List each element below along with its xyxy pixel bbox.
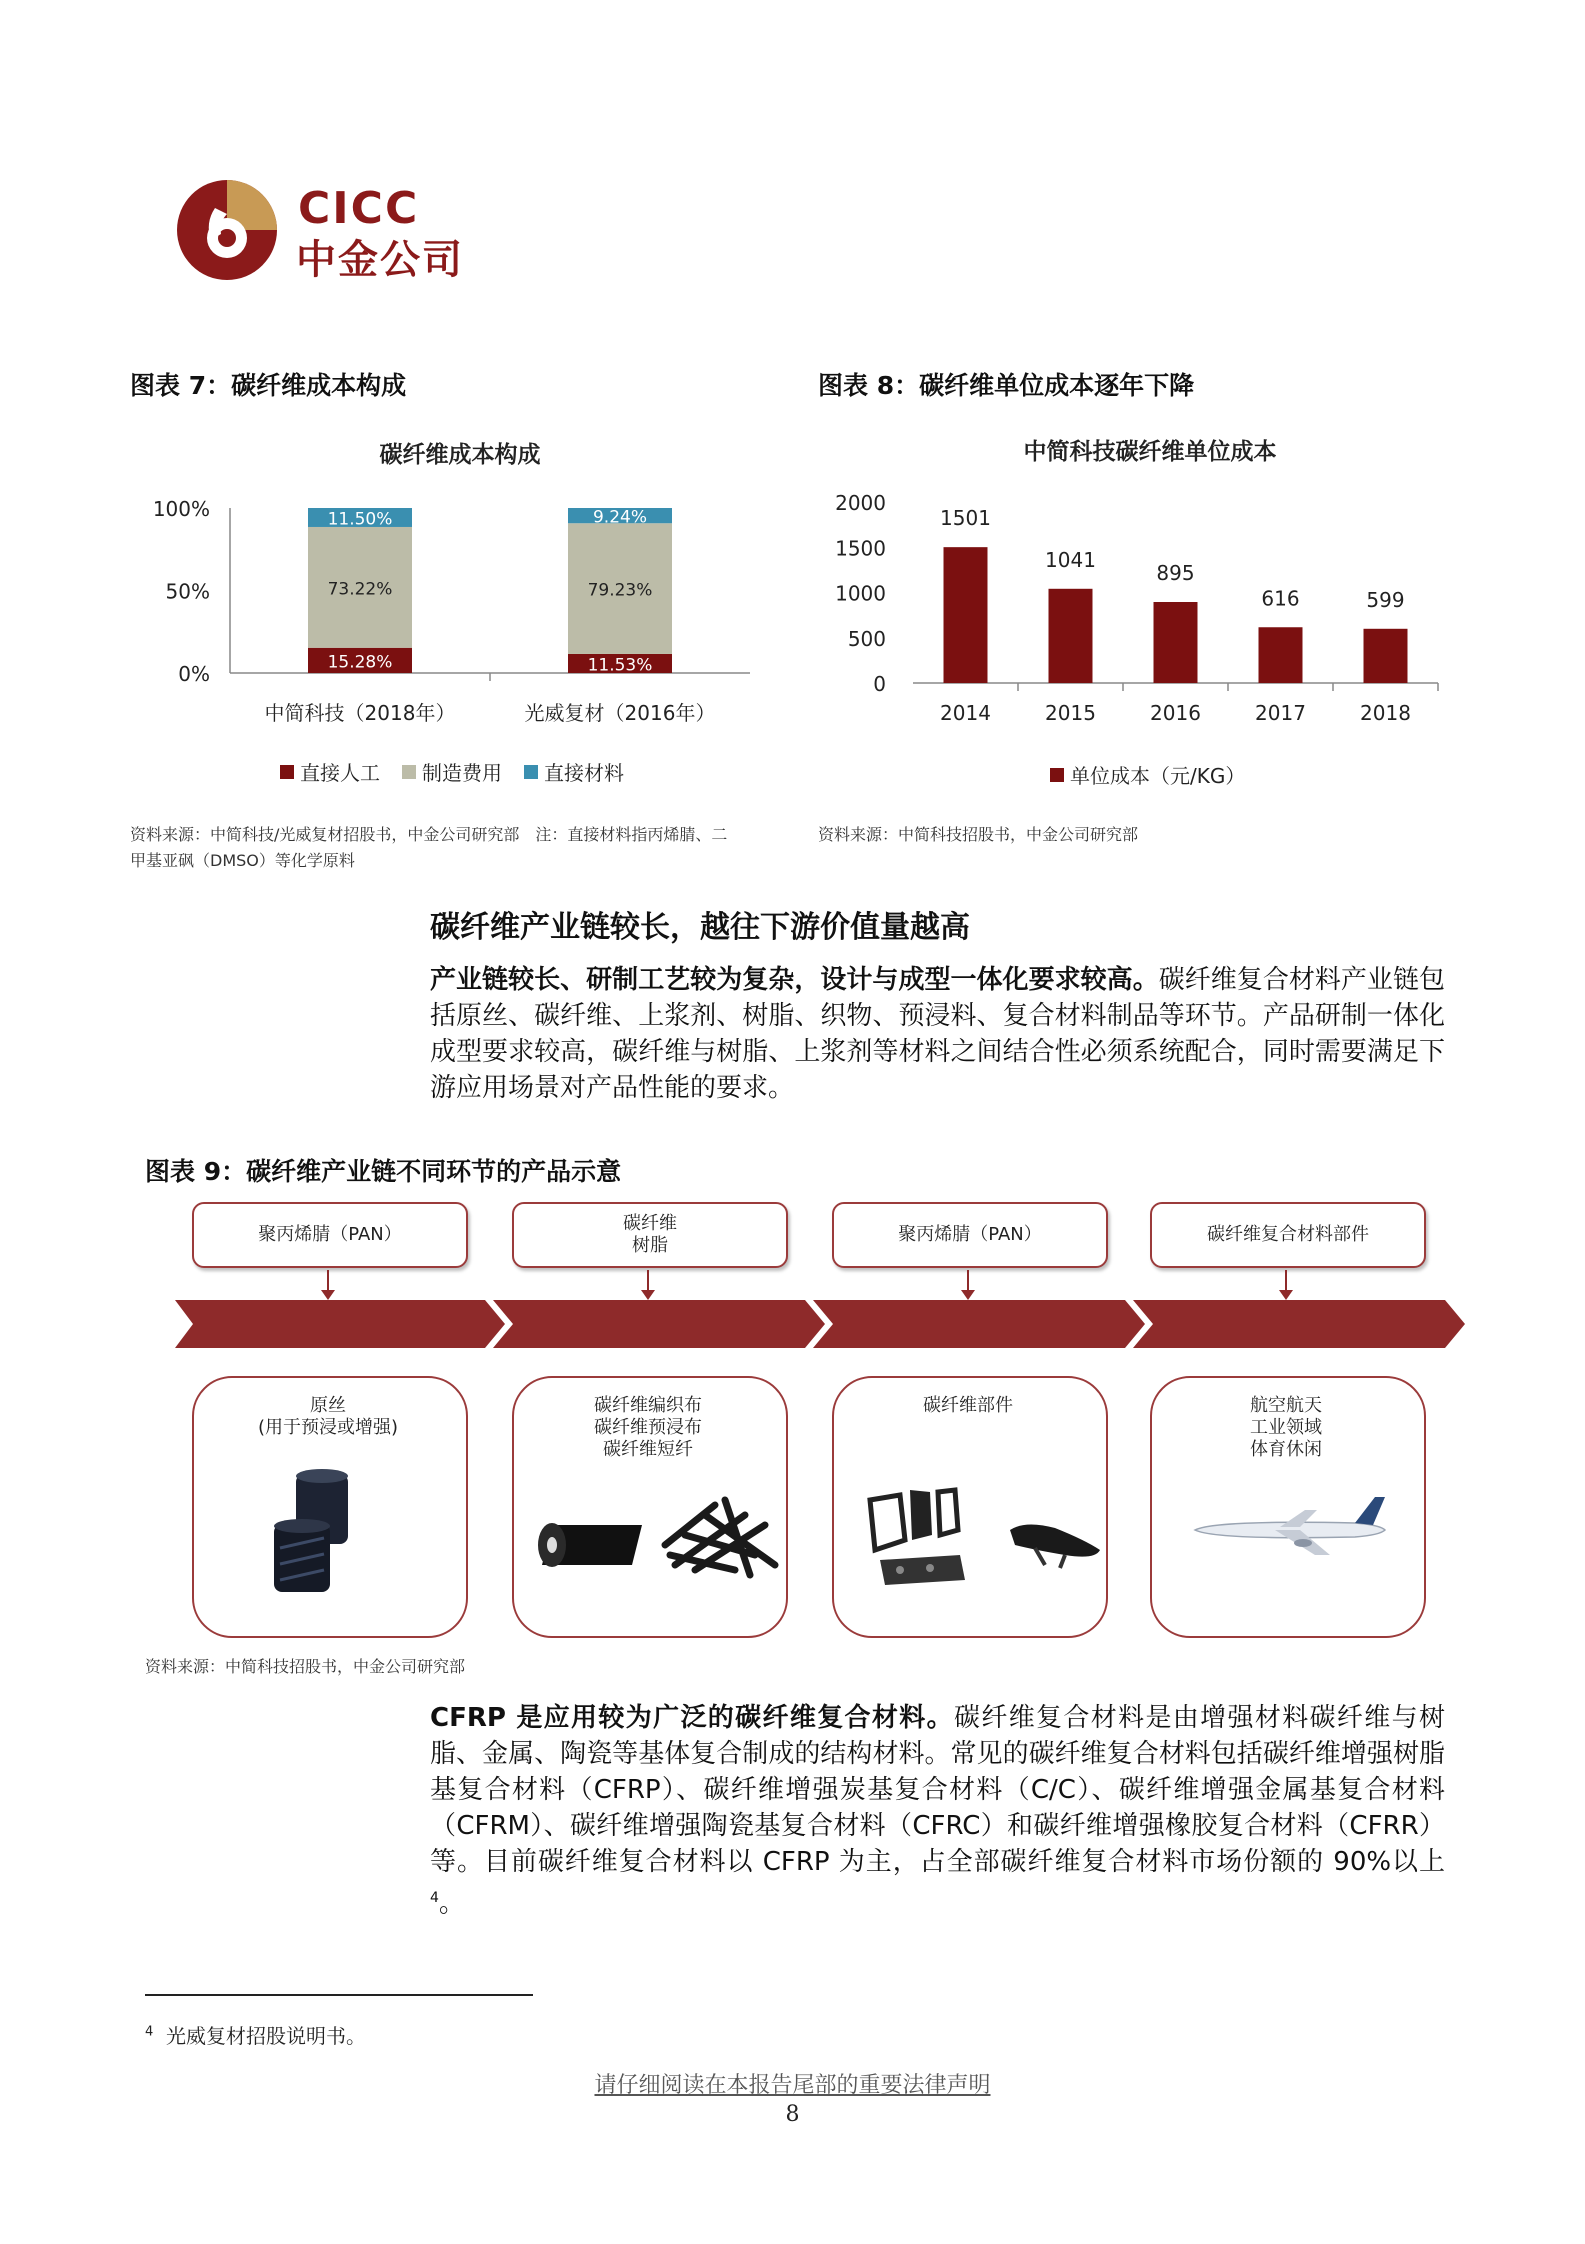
fig8-category-label: 2018 (1360, 701, 1411, 725)
chopped-carbon-fiber-image (655, 1485, 785, 1585)
fig8-label: 图表 8：碳纤维单位成本逐年下降 (818, 371, 1195, 400)
fig7-source-line1: 资料来源：中简科技/光威复材招股书，中金公司研究部 注：直接材料指丙烯腈、二 (130, 825, 728, 844)
fig7-data-label: 11.53% (587, 655, 653, 676)
footnote-divider (145, 1994, 533, 1996)
fig8-data-label: 1041 (1045, 547, 1096, 572)
fig8-bar (1049, 589, 1093, 683)
fig8-bar (1364, 629, 1408, 683)
cfrp-paragraph-rest: 碳纤维复合材料是由增强材料碳纤维与树脂、金属、陶瓷等基体复合制成的结构材料。常见的碳纤维复合材料包括碳纤维增强树脂基复合材料（CFRP）、碳纤维增强炭基复合材料（C/C）、碳纤维增强金属基复合材料（CFRM）、碳纤维增强陶瓷基复合材料（CFRC）和碳纤维增强橡胶复合材料（CFRR）等。目前碳纤维复合材料以 CFRP 为主，占全部碳纤维复合材料市场份额的 90%以上 (430, 1703, 1445, 1877)
fig9-product-text: 碳纤维部件 (923, 1395, 1013, 1416)
fig8-data-label: 616 (1261, 586, 1300, 611)
fig9-flow-band (175, 1300, 1465, 1348)
cfrp-paragraph (430, 1700, 1445, 1922)
fig7-category-label: 中简科技（2018年） (264, 701, 456, 725)
fig8-chart-title: 中简科技碳纤维单位成本 (1023, 439, 1277, 465)
fig7-data-label: 79.23% (587, 580, 653, 601)
fig9-product-text: 航空航天 工业领域 体育休闲 (1250, 1395, 1322, 1460)
fig8-source: 资料来源：中简科技招股书，中金公司研究部 (818, 825, 1139, 844)
legend-item-manufacturing: 制造费用 (402, 757, 502, 786)
legal-notice-link[interactable]: 请仔细阅读在本报告尾部的重要法律声明 (594, 2073, 991, 2098)
fig7-data-label: 73.22% (327, 579, 393, 600)
fig9-arrow-head (1279, 1290, 1293, 1300)
logo-text-cn: 中金公司 (296, 237, 464, 283)
fig7-y-tick-label: 100% (152, 497, 210, 521)
fig7-source-line2: 甲基亚砜（DMSO）等化学原料 (130, 851, 355, 870)
fig7-y-tick-label: 50% (165, 579, 210, 604)
fig8-data-label: 599 (1366, 587, 1405, 612)
fig8-category-label: 2014 (940, 701, 991, 725)
fig9-input-box: 碳纤维 树脂 (512, 1202, 788, 1268)
fig9-arrow-head (961, 1290, 975, 1300)
fig7-label: 图表 7：碳纤维成本构成 (130, 371, 407, 400)
cfrp-paragraph-end: 。 (438, 1888, 465, 1919)
fig8-y-tick-label: 1000 (835, 581, 886, 606)
footnote-number: 4 (145, 2024, 154, 2040)
fig9-arrow-head (321, 1290, 335, 1300)
fig7-category-label: 光威复材（2016年） (524, 701, 716, 725)
section-heading: 碳纤维产业链较长，越往下游价值量越高 (430, 910, 970, 945)
section-paragraph-bold: 产业链较长、研制工艺较为复杂，设计与成型一体化要求较高。 (430, 965, 1159, 995)
section-paragraph-rest: 碳纤维复合材料产业链包括原丝、碳纤维、上浆剂、树脂、织物、预浸料、复合材料制品等环节。产品研制一体化成型要求较高，碳纤维与树脂、上浆剂等材料之间结合性必须系统配合，同时需要满足下游应用场景对产品性能的要求。 (430, 965, 1445, 1103)
fig9-product-text: 原丝 (用于预浸或增强) (257, 1395, 399, 1438)
fig9-arrow-head (641, 1290, 655, 1300)
legend-item-unit-cost: 单位成本（元/KG） (1050, 760, 1245, 789)
legend-item-material: 直接材料 (524, 757, 624, 786)
fig7-stacked-bar-chart (130, 480, 770, 740)
carbon-parts-image (860, 1480, 980, 1590)
fig9-label: 图表 9：碳纤维产业链不同环节的产品示意 (145, 1157, 622, 1186)
fig9-product-text: 碳纤维编织布 碳纤维预浸布 碳纤维短纤 (594, 1395, 702, 1460)
cicc-logo-mark (175, 178, 280, 283)
fig7-data-label: 11.50% (327, 509, 393, 530)
cfrp-paragraph-bold: CFRP 是应用较为广泛的碳纤维复合材料。 (430, 1703, 954, 1733)
fig8-data-label: 895 (1156, 561, 1195, 586)
fig8-y-tick-label: 1500 (835, 536, 886, 561)
carbon-fiber-spool-image (268, 1468, 378, 1598)
airplane-image (1185, 1485, 1395, 1565)
fig8-y-tick-label: 500 (847, 626, 886, 651)
fig7-data-label: 15.28% (327, 652, 393, 673)
footnote-ref: 4 (430, 1890, 439, 1906)
fig8-y-tick-label: 2000 (835, 491, 886, 515)
carbon-fabric-roll-image (532, 1505, 652, 1585)
fig8-category-label: 2017 (1255, 701, 1306, 725)
fig8-bar (944, 547, 988, 683)
fig9-input-box: 聚丙烯腈（PAN） (192, 1202, 468, 1268)
fig8-bar (1154, 602, 1198, 683)
fig8-legend (1050, 760, 1267, 789)
fig7-data-label: 9.24% (592, 507, 648, 528)
fig8-bar (1259, 627, 1303, 683)
legend-item-labor: 直接人工 (280, 757, 380, 786)
fig8-category-label: 2016 (1150, 701, 1201, 725)
fig9-input-box: 聚丙烯腈（PAN） (832, 1202, 1108, 1268)
carbon-bicycle-saddle-image (1005, 1500, 1105, 1570)
section-paragraph (430, 962, 1445, 1106)
logo-text-en: CICC (298, 183, 420, 234)
footnote (145, 2020, 366, 2049)
fig8-category-label: 2015 (1045, 701, 1096, 725)
fig7-y-tick-label: 0% (178, 662, 210, 686)
fig8-bar-chart (818, 480, 1458, 740)
fig7-chart-title: 碳纤维成本构成 (379, 442, 541, 468)
page-number: 8 (785, 2102, 800, 2127)
fig7-legend (280, 757, 646, 786)
fig8-data-label: 1501 (940, 506, 991, 531)
footnote-text: 光威复材招股说明书。 (166, 2024, 366, 2048)
fig8-y-tick-label: 0 (873, 672, 886, 696)
fig9-input-box: 碳纤维复合材料部件 (1150, 1202, 1426, 1268)
fig9-source: 资料来源：中简科技招股书，中金公司研究部 (145, 1657, 466, 1676)
